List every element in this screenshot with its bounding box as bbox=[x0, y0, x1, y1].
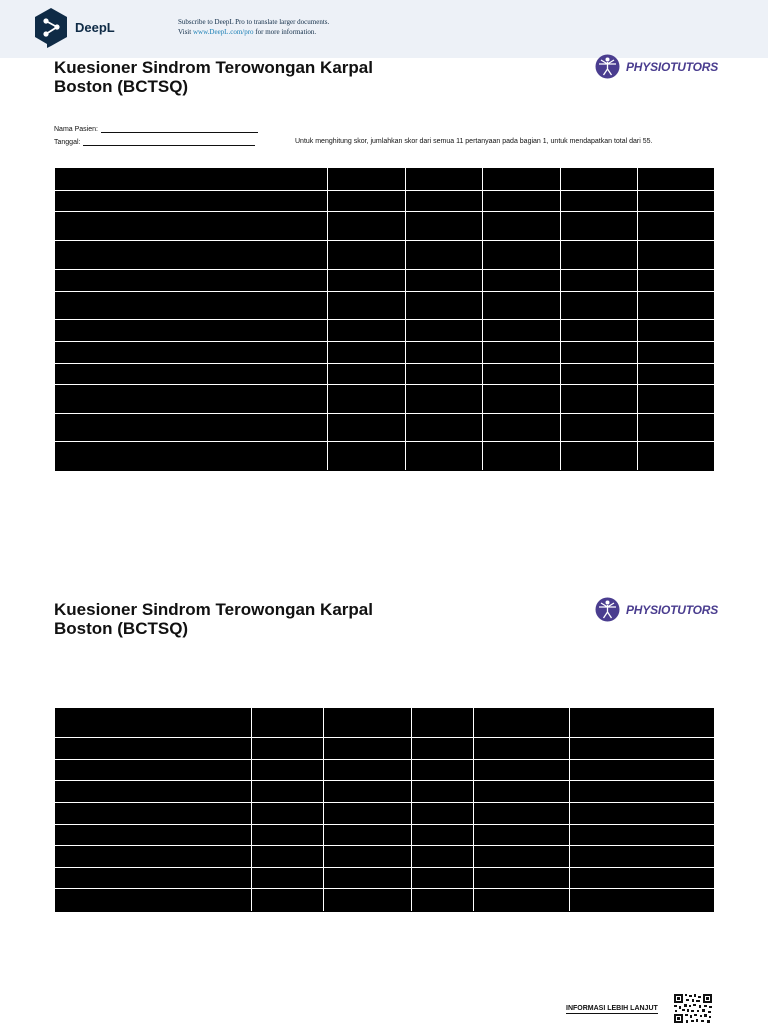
table-row bbox=[56, 889, 714, 912]
table-row bbox=[56, 738, 714, 760]
vitruvian-figure-icon bbox=[595, 597, 620, 622]
table-row bbox=[56, 191, 714, 212]
table-row bbox=[56, 825, 714, 846]
date-field[interactable] bbox=[54, 138, 255, 146]
table-row bbox=[56, 212, 714, 241]
date-line[interactable] bbox=[83, 138, 255, 146]
section-2-title-line-2: Boston (BCTSQ) bbox=[54, 619, 189, 638]
table-row bbox=[56, 241, 714, 270]
date-label: Tanggal: bbox=[54, 139, 81, 146]
page-title bbox=[54, 58, 414, 96]
deepl-banner bbox=[0, 0, 768, 58]
table-row bbox=[56, 385, 714, 414]
physiotutors-logo bbox=[595, 54, 718, 79]
deepl-brand-name: DeepL bbox=[75, 20, 115, 35]
brand-name-2: PHYSIOTUTORS bbox=[626, 602, 719, 617]
table-row bbox=[56, 803, 714, 825]
physiotutors-logo-2 bbox=[595, 597, 718, 622]
visit-prefix: Visit bbox=[178, 28, 193, 36]
section-2-title-line-1: Kuesioner Sindrom Terowongan Karpal bbox=[54, 600, 373, 619]
scoring-instruction: Untuk menghitung skor, jumlahkan skor dari semua 11 pertanyaan pada bagian 1, untuk mendapatkan total dari 55. bbox=[295, 138, 653, 145]
table-row bbox=[56, 846, 714, 868]
table-row bbox=[56, 709, 714, 738]
table-row bbox=[56, 342, 714, 364]
deepl-pro-link[interactable]: www.DeepL.com/pro bbox=[192, 28, 254, 36]
title-line-1: Kuesioner Sindrom Terowongan Karpal bbox=[54, 58, 373, 77]
deepl-message-line-2 bbox=[178, 27, 329, 37]
questionnaire-table-1 bbox=[55, 168, 714, 471]
patient-name-label: Nama Pasien: bbox=[54, 126, 98, 133]
table-row bbox=[56, 781, 714, 803]
table-row bbox=[56, 414, 714, 442]
table-row bbox=[56, 868, 714, 889]
questionnaire-table-2 bbox=[55, 708, 714, 912]
table-row bbox=[56, 442, 714, 471]
patient-name-field[interactable] bbox=[54, 125, 258, 133]
table-row bbox=[56, 320, 714, 342]
brand-name: PHYSIOTUTORS bbox=[626, 59, 719, 74]
visit-suffix: for more information. bbox=[253, 28, 317, 36]
table-row bbox=[56, 760, 714, 781]
deepl-logo-icon[interactable] bbox=[33, 7, 69, 49]
vitruvian-figure-icon bbox=[595, 54, 620, 79]
table-row bbox=[56, 364, 714, 385]
section-2-title bbox=[54, 600, 414, 638]
table-row bbox=[56, 270, 714, 292]
title-line-2: Boston (BCTSQ) bbox=[54, 77, 189, 96]
more-info-link[interactable]: INFORMASI LEBIH LANJUT bbox=[566, 1005, 658, 1012]
deepl-subscribe-message bbox=[178, 17, 329, 37]
table-row bbox=[56, 169, 714, 191]
patient-name-line[interactable] bbox=[101, 125, 258, 133]
table-row bbox=[56, 292, 714, 320]
qr-code-icon[interactable] bbox=[673, 993, 713, 1024]
deepl-message-line-1: Subscribe to DeepL Pro to translate larger documents. bbox=[178, 18, 330, 26]
